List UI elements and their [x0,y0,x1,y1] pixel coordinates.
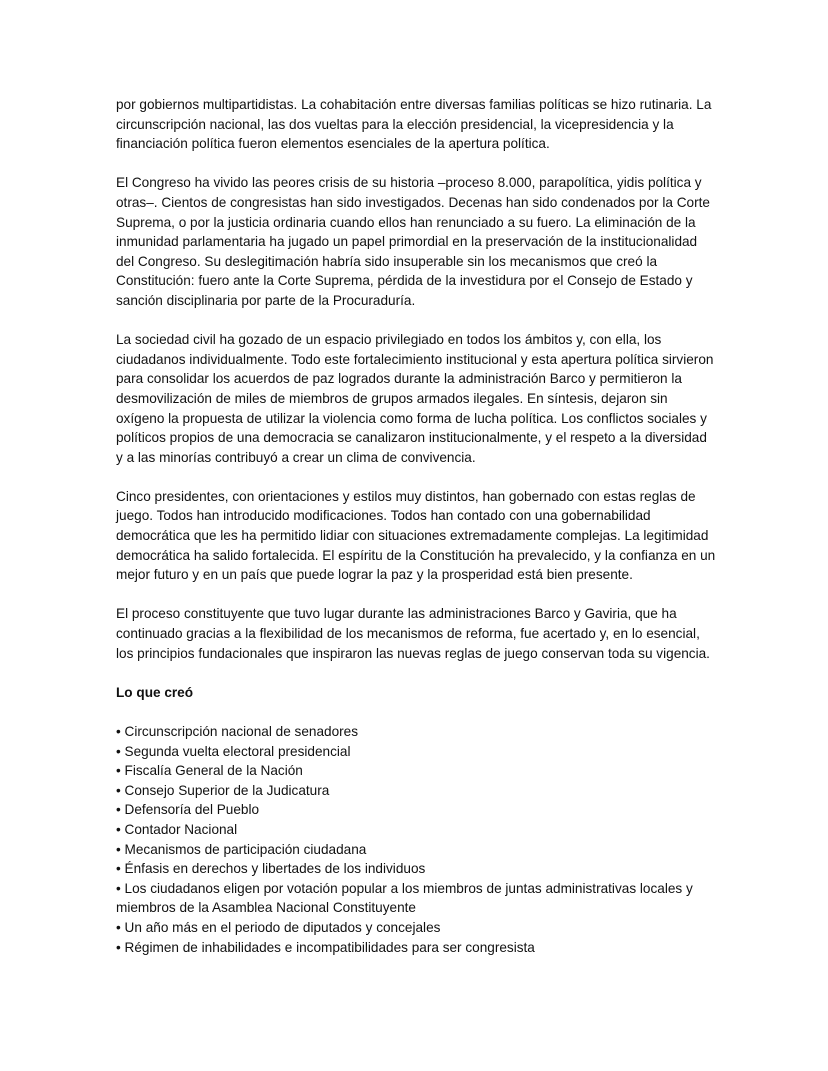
bullet-icon: • [116,861,121,877]
bullet-icon: • [116,782,121,798]
list-item-text: Énfasis en derechos y libertades de los individuos [124,861,426,877]
list-item [116,800,716,820]
section-heading: Lo que creó [116,684,194,700]
list-item [116,742,716,762]
list-item [116,938,716,958]
list-item [116,879,716,918]
list-item-text: Contador Nacional [124,821,238,837]
list-item [116,781,716,801]
list-item-text: Mecanismos de participación ciudadana [124,841,367,857]
list-item-text: Fiscalía General de la Nación [124,763,303,779]
bullet-icon: • [116,841,121,857]
bullet-icon: • [116,821,121,837]
bullet-icon: • [116,802,121,818]
paragraph-congreso: El Congreso ha vivido las peores crisis de su historia –proceso 8.000, parapolítica, yidis política y otras–. Cientos de congresistas han sido investigados. Decenas han sido condenados por la Corte Suprema, o por la justicia ordinaria cuando ellos han renunciado a su fuero. La eliminación de la inmunidad parlamentaria ha jugado un papel primordial en la preservación de la institucionalidad del Congreso. Su deslegitimación habría sido insuperable sin los mecanismos que creó la Constitución: fuero ante la Corte Suprema, pérdida de la investidura por el Consejo de Estado y sanción disciplinaria por parte de la Procuraduría. [116,175,710,308]
document-body [116,95,716,957]
list-item-text: Consejo Superior de la Judicatura [124,782,330,798]
created-items-list [116,722,716,957]
list-item [116,918,716,938]
bullet-icon: • [116,880,121,896]
list-item [116,859,716,879]
paragraph-apertura-politica: por gobiernos multipartidistas. La cohabitación entre diversas familias políticas se hizo rutinaria. La circunscripción nacional, las dos vueltas para la elección presidencial, la vicepresidencia y la financiación política fueron elementos esenciales de la apertura política. [116,97,712,152]
list-item [116,840,716,860]
list-item [116,761,716,781]
bullet-icon: • [116,939,121,955]
paragraph-cinco-presidentes: Cinco presidentes, con orientaciones y estilos muy distintos, han gobernado con estas reglas de juego. Todos han introducido modificaciones. Todos han contado con una gobernabilidad democrática que les ha permitido lidiar con situaciones extremadamente complejas. La legitimidad democrática ha salido fortalecida. El espíritu de la Constitución ha prevalecido, y la confianza en un mejor futuro y en un país que puede lograr la paz y la prosperidad está bien presente. [116,488,716,583]
bullet-icon: • [116,743,121,759]
list-item [116,820,716,840]
bullet-icon: • [116,763,121,779]
paragraph-proceso-constituyente: El proceso constituyente que tuvo lugar durante las administraciones Barco y Gaviria, que ha continuado gracias a la flexibilidad de los mecanismos de reforma, fue acertado y, en lo esencial, los principios fundacionales que inspiraron las nuevas reglas de juego conservan toda su vigencia. [116,606,710,661]
list-item-text: Segunda vuelta electoral presidencial [124,743,351,759]
paragraph-sociedad-civil: La sociedad civil ha gozado de un espacio privilegiado en todos los ámbitos y, con ella, los ciudadanos individualmente. Todo este fortalecimiento institucional y esta apertura política sirvieron para consolidar los acuerdos de paz logrados durante la administración Barco y permitieron la desmovilización de miles de miembros de grupos armados ilegales. En síntesis, dejaron sin oxígeno la propuesta de utilizar la violencia como forma de lucha política. Los conflictos sociales y políticos propios de una democracia se canalizaron institucionalmente, y el respeto a la diversidad y a las minorías contribuyó a crear un clima de convivencia. [116,332,714,465]
list-item-text: Los ciudadanos eligen por votación popular a los miembros de juntas administrativas locales y miembros de la Asamblea Nacional Constituyente [116,880,693,916]
bullet-icon: • [116,724,121,739]
list-item [116,722,716,742]
list-item-text: Un año más en el periodo de diputados y concejales [124,919,441,935]
list-item-text: Régimen de inhabilidades e incompatibilidades para ser congresista [124,939,535,955]
list-item-text: Defensoría del Pueblo [124,802,260,818]
bullet-icon: • [116,919,121,935]
list-item-text: Circunscripción nacional de senadores [124,724,359,739]
